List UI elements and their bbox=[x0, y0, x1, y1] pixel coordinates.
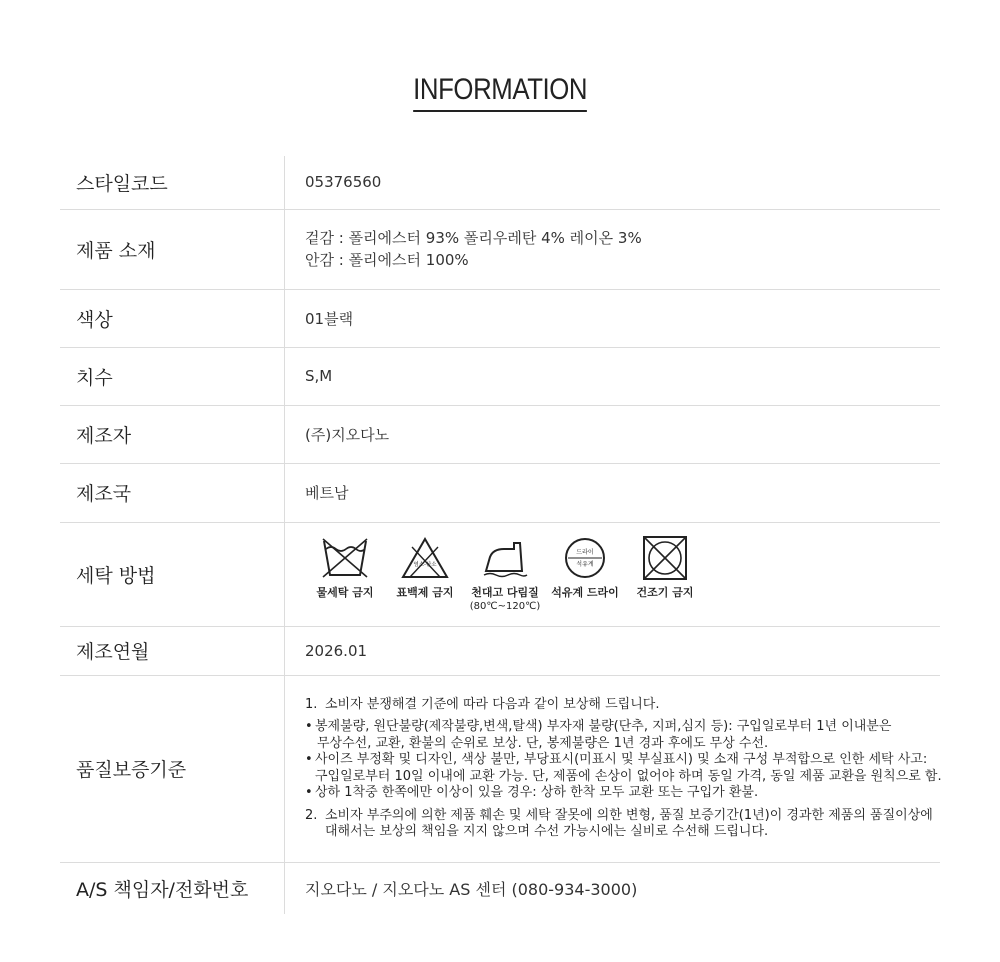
row-mfg-date bbox=[60, 626, 940, 675]
warranty-item-1-num: 1. bbox=[305, 696, 318, 712]
row-style-code bbox=[60, 156, 940, 209]
no-bleach-icon bbox=[400, 535, 450, 581]
warranty-bullet-1: • 봉제불량, 원단불량(제작불량,변색,탈색) 부자재 불량(단추, 지퍼,심지 등): 구입일로부터 1년 이내분은 bbox=[305, 719, 892, 734]
iron-cloth-icon bbox=[480, 535, 530, 581]
label-style-code: 스타일코드 bbox=[60, 156, 285, 209]
care-item-no-tumble-dry bbox=[625, 535, 705, 600]
label-warranty: 품질보증기준 bbox=[60, 675, 285, 862]
warranty-item-2-text: 소비자 부주의에 의한 제품 훼손 및 세탁 잘못에 의한 변형, 품질 보증기간(1년)이 경과한 제품의 품질이상에 bbox=[325, 807, 933, 823]
caption-iron-temp: (80℃~120℃) bbox=[469, 600, 541, 612]
label-size: 치수 bbox=[60, 347, 285, 405]
warranty-item-2-cont: 대해서는 보상의 책임을 지지 않으며 수선 가능시에는 실비로 수선해 드립니다. bbox=[325, 824, 769, 839]
care-item-no-bleach bbox=[385, 535, 465, 600]
caption-dry-clean: 석유계 드라이 bbox=[551, 585, 619, 599]
care-item-no-water-wash bbox=[305, 535, 385, 600]
value-as-contact: 지오다노 / 지오다노 AS 센터 (080-934-3000) bbox=[305, 879, 638, 899]
care-icons bbox=[305, 535, 940, 614]
caption-iron: 천대고 다림질 bbox=[471, 585, 539, 599]
warranty-bullet-1-cont: 무상수선, 교환, 환불의 순위로 보상. 단, 봉제불량은 1년 경과 후에도 무상 수선. bbox=[317, 735, 769, 751]
product-info-table bbox=[60, 156, 940, 914]
value-material bbox=[285, 209, 941, 289]
label-mfg-date: 제조연월 bbox=[60, 626, 285, 675]
warranty-bullet-3: • 상하 1착중 한쪽에만 이상이 있을 경우: 상하 한착 모두 교환 또는 구입가 환불. bbox=[305, 785, 759, 800]
label-color: 색상 bbox=[60, 289, 285, 347]
row-size bbox=[60, 347, 940, 405]
caption-no-water-wash: 물세탁 금지 bbox=[316, 585, 374, 599]
caption-no-bleach: 표백제 금지 bbox=[396, 585, 454, 599]
warranty-bullet-2-cont: 구입일로부터 10일 이내에 교환 가능. 단, 제품에 손상이 없어야 하며 동일 가격, 동일 제품 교환을 원칙으로 함. bbox=[315, 768, 942, 784]
label-country: 제조국 bbox=[60, 463, 285, 522]
label-as-contact: A/S 책임자/전화번호 bbox=[60, 862, 285, 914]
label-washing: 세탁 방법 bbox=[60, 522, 285, 626]
warranty-item-2 bbox=[305, 808, 940, 825]
caption-no-tumble-dry: 건조기 금지 bbox=[636, 585, 694, 599]
row-color bbox=[60, 289, 940, 347]
row-country bbox=[60, 463, 940, 522]
no-bleach-inner-text: 염소-산소 bbox=[413, 561, 437, 568]
warranty-item-2-num: 2. bbox=[305, 807, 318, 823]
material-outer: 겉감 : 폴리에스터 93% 폴리우레탄 4% 레이온 3% bbox=[305, 229, 642, 247]
warranty-text bbox=[305, 697, 940, 841]
dry-clean-petroleum-icon bbox=[560, 535, 610, 581]
row-maker bbox=[60, 405, 940, 463]
value-maker: (주)지오다노 bbox=[285, 405, 941, 463]
value-warranty bbox=[285, 675, 941, 862]
value-size: S,M bbox=[285, 347, 941, 405]
warranty-bullet-3-text: 상하 1착중 한쪽에만 이상이 있을 경우: 상하 한착 모두 교환 또는 구입가 환불. bbox=[315, 785, 759, 800]
no-tumble-dry-icon bbox=[640, 535, 690, 581]
row-as-contact bbox=[60, 862, 940, 914]
value-style-code: 05376560 bbox=[285, 156, 941, 209]
no-water-wash-icon bbox=[320, 535, 370, 581]
warranty-item-1 bbox=[305, 697, 940, 714]
row-washing bbox=[60, 522, 940, 626]
label-maker: 제조자 bbox=[60, 405, 285, 463]
care-item-dry-clean bbox=[545, 535, 625, 600]
value-country: 베트남 bbox=[285, 463, 941, 522]
warranty-bullet-2-text: 사이즈 부정확 및 디자인, 색상 불만, 부당표시(미표시 및 부실표시) 및 소재 구성 부적합으로 인한 세탁 사고: bbox=[315, 752, 928, 767]
label-material: 제품 소재 bbox=[60, 209, 285, 289]
dry-clean-inner-bottom: 석유계 bbox=[576, 560, 594, 568]
value-mfg-date: 2026.01 bbox=[285, 626, 941, 675]
value-washing bbox=[285, 522, 941, 626]
dry-clean-inner-top: 드라이 bbox=[576, 548, 594, 556]
page-title-wrap bbox=[0, 72, 1000, 112]
warranty-bullet-1-text: 봉제불량, 원단불량(제작불량,변색,탈색) 부자재 불량(단추, 지퍼,심지 등): 구입일로부터 1년 이내분은 bbox=[315, 719, 892, 734]
warranty-bullet-2: • 사이즈 부정확 및 디자인, 색상 불만, 부당표시(미표시 및 부실표시) 및 소재 구성 부적합으로 인한 세탁 사고: bbox=[305, 752, 928, 767]
row-material bbox=[60, 209, 940, 289]
row-warranty bbox=[60, 675, 940, 862]
value-color: 01블랙 bbox=[285, 289, 941, 347]
material-lining: 안감 : 폴리에스터 100% bbox=[305, 251, 469, 269]
care-item-iron bbox=[465, 535, 545, 614]
page-title: INFORMATION bbox=[413, 72, 587, 112]
warranty-item-1-text: 소비자 분쟁해결 기준에 따라 다음과 같이 보상해 드립니다. bbox=[325, 696, 660, 712]
